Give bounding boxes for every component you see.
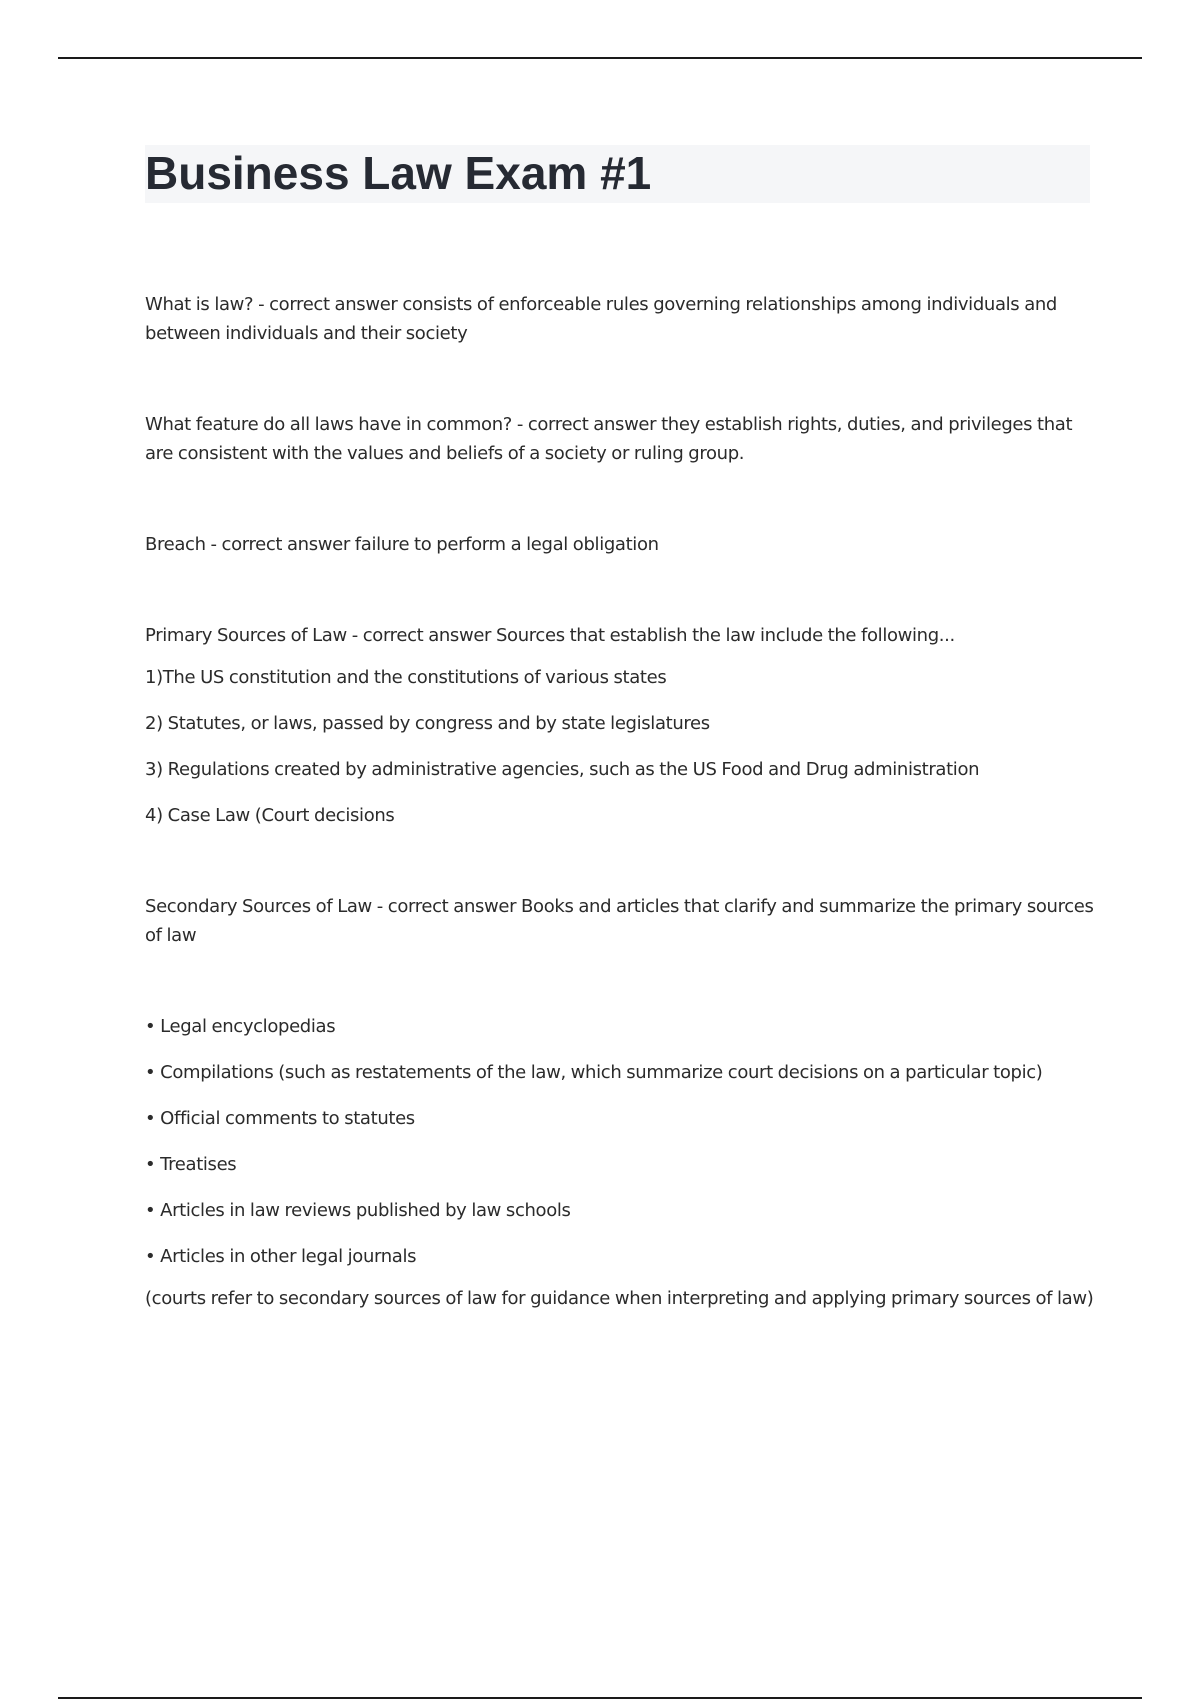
secondary-sources-note: (courts refer to secondary sources of law for guidance when interpreting and applying primary sources of law) xyxy=(145,1288,1094,1309)
primary-sources-list xyxy=(145,663,1095,830)
qa-breach: Breach - correct answer failure to perform a legal obligation xyxy=(145,534,659,555)
secondary-sources-list xyxy=(145,1012,1095,1271)
bullet-item: • Legal encyclopedias xyxy=(145,1016,336,1037)
top-rule xyxy=(58,57,1142,59)
bullet-item: • Treatises xyxy=(145,1154,237,1175)
list-item: 1)The US constitution and the constitutions of various states xyxy=(145,667,667,688)
bullet-item: • Articles in law reviews published by law schools xyxy=(145,1200,571,1221)
list-item: 3) Regulations created by administrative agencies, such as the US Food and Drug administration xyxy=(145,759,980,780)
list-item: 4) Case Law (Court decisions xyxy=(145,805,395,826)
document-body xyxy=(145,290,1095,1313)
qa-what-is-law: What is law? - correct answer consists of enforceable rules governing relationships among individuals and between individuals and their society xyxy=(145,294,1058,344)
bullet-item: • Official comments to statutes xyxy=(145,1108,415,1129)
bullet-item: • Compilations (such as restatements of the law, which summarize court decisions on a particular topic) xyxy=(145,1062,1043,1083)
qa-primary-sources: Primary Sources of Law - correct answer Sources that establish the law include the following... xyxy=(145,625,955,646)
page-title: Business Law Exam #1 xyxy=(145,147,652,199)
qa-common-feature: What feature do all laws have in common? - correct answer they establish rights, duties, and privileges that are consistent with the values and beliefs of a society or ruling group. xyxy=(145,414,1073,464)
bullet-item: • Articles in other legal journals xyxy=(145,1246,417,1267)
qa-secondary-sources: Secondary Sources of Law - correct answer Books and articles that clarify and summarize the primary sources of law xyxy=(145,896,1094,946)
list-item: 2) Statutes, or laws, passed by congress and by state legislatures xyxy=(145,713,710,734)
bottom-rule xyxy=(58,1697,1142,1699)
